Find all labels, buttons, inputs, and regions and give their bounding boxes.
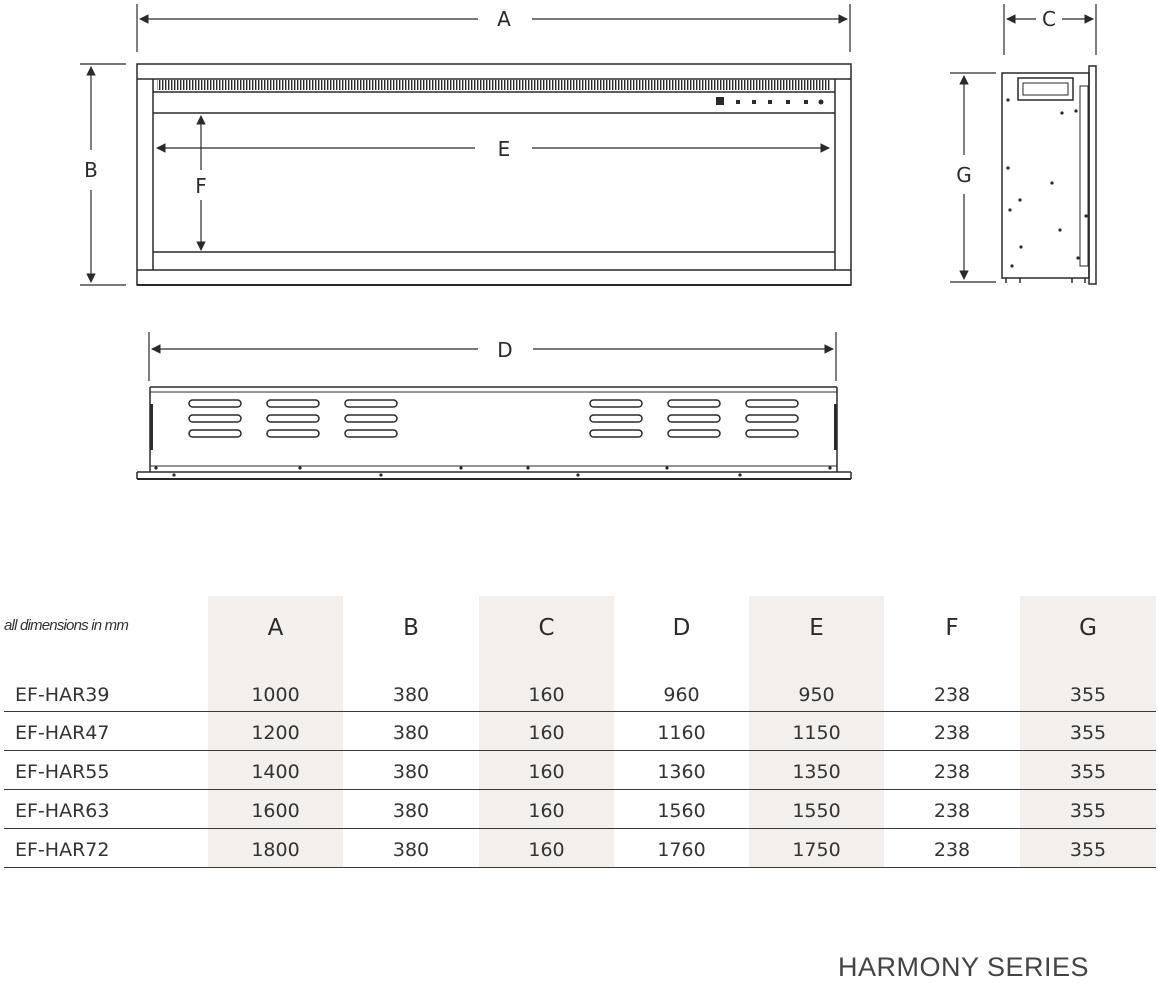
dimension-label-d: D: [497, 338, 513, 362]
cell-f: 238: [884, 751, 1020, 790]
cell-d: 1760: [614, 829, 749, 868]
table-row: [4, 751, 1156, 790]
cell-e: 1550: [749, 790, 884, 829]
column-header-f: F: [945, 615, 959, 641]
table-row: [4, 790, 1156, 829]
cell-e: 1350: [749, 751, 884, 790]
cell-e: 1150: [749, 712, 884, 751]
cell-g: 355: [1020, 829, 1156, 868]
cell-b: 380: [343, 712, 479, 751]
cell-g: 355: [1020, 660, 1156, 712]
column-header-d: D: [672, 615, 691, 641]
front-view: [137, 64, 851, 285]
dimension-label-f: F: [195, 174, 207, 198]
column-header-e: E: [749, 596, 884, 660]
cell-a: 1000: [208, 660, 343, 712]
cell-e: 950: [749, 660, 884, 712]
cell-g: 355: [1020, 712, 1156, 751]
table-row: [4, 829, 1156, 868]
cell-f: 238: [884, 790, 1020, 829]
dimension-label-g: G: [956, 163, 972, 187]
column-header-b: B: [403, 615, 419, 641]
cell-a: 1600: [208, 790, 343, 829]
cell-a: 1800: [208, 829, 343, 868]
table-header-row: [4, 596, 1156, 660]
cell-a: 1200: [208, 712, 343, 751]
cell-d: 1160: [614, 712, 749, 751]
cell-d: 1560: [614, 790, 749, 829]
cell-b: 380: [343, 790, 479, 829]
dimension-label-c: C: [1042, 7, 1056, 31]
dimension-label-b: B: [84, 158, 98, 182]
cell-f: 238: [884, 660, 1020, 712]
cell-c: 160: [479, 712, 614, 751]
dimension-label-a: A: [497, 7, 511, 31]
cell-g: 355: [1020, 751, 1156, 790]
cell-c: 160: [479, 829, 614, 868]
cell-c: 160: [479, 660, 614, 712]
column-header-c: C: [479, 596, 614, 660]
model-name: EF-HAR55: [4, 751, 208, 790]
table-row: [4, 660, 1156, 712]
cell-c: 160: [479, 751, 614, 790]
model-name: EF-HAR72: [4, 829, 208, 868]
model-name: EF-HAR63: [4, 790, 208, 829]
dimension-label-e: E: [497, 137, 511, 161]
cell-e: 1750: [749, 829, 884, 868]
cell-b: 380: [343, 829, 479, 868]
side-view-fasteners: [1006, 98, 1087, 267]
table-row: [4, 712, 1156, 751]
model-name: EF-HAR47: [4, 712, 208, 751]
dimension-d: [149, 332, 836, 381]
series-title: HARMONY SERIES: [838, 952, 1090, 982]
cell-b: 380: [343, 660, 479, 712]
dimension-a: [137, 4, 850, 52]
top-view: [137, 387, 851, 479]
control-panel: [716, 97, 824, 105]
cell-d: 1360: [614, 751, 749, 790]
units-note: all dimensions in mm: [4, 616, 129, 634]
cell-f: 238: [884, 829, 1020, 868]
cell-d: 960: [614, 660, 749, 712]
model-name: EF-HAR39: [4, 660, 208, 712]
cell-f: 238: [884, 712, 1020, 751]
cell-c: 160: [479, 790, 614, 829]
column-header-g: G: [1020, 596, 1156, 660]
cell-a: 1400: [208, 751, 343, 790]
vent-slots: [189, 400, 798, 437]
cell-b: 380: [343, 751, 479, 790]
column-header-a: A: [208, 596, 343, 660]
cell-g: 355: [1020, 790, 1156, 829]
side-view: [1002, 66, 1096, 284]
dimensions-table: [4, 596, 1156, 868]
